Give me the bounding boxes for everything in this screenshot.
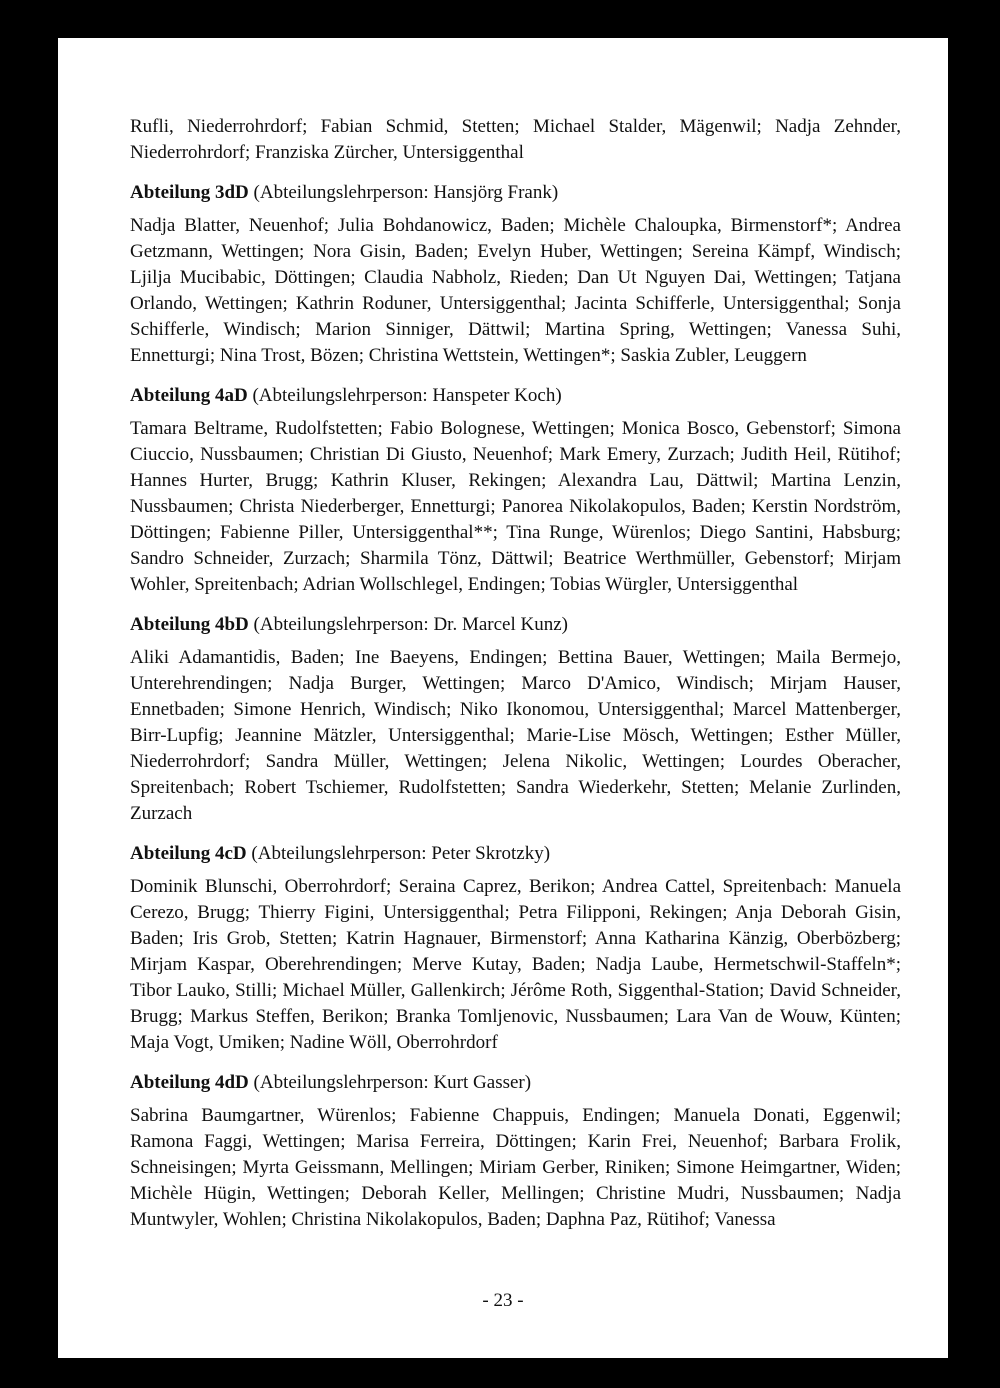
section-heading-3dD: [130, 180, 901, 206]
section-teacher: (Abteilungslehrperson: Dr. Marcel Kunz): [253, 614, 568, 635]
section-teacher: (Abteilungslehrperson: Peter Skrotzky): [251, 843, 551, 864]
section-teacher: (Abteilungslehrperson: Hansjörg Frank): [253, 182, 559, 203]
section-teacher: (Abteilungslehrperson: Kurt Gasser): [253, 1072, 532, 1093]
section-heading-4aD: [130, 383, 901, 409]
section-heading-4dD: [130, 1070, 901, 1096]
section-title: Abteilung 4aD: [130, 385, 248, 406]
section-teacher: (Abteilungslehrperson: Hanspeter Koch): [252, 385, 562, 406]
page-number: - 23 -: [482, 1290, 524, 1311]
section-title: Abteilung 4dD: [130, 1072, 249, 1093]
section-students-3dD: Nadja Blatter, Neuenhof; Julia Bohdanowicz, Baden; Michèle Chaloupka, Birmenstorf*; Andrea Getzmann, Wettingen; Nora Gisin, Baden; Evelyn Huber, Wettingen; Sereina Kämpf, Windisch; Ljilja Mucibabic, Döttingen; Claudia Nabholz, Rieden; Dan Ut Nguyen Dai, Wettingen; Tatjana Orlando, Wettingen; Kathrin Roduner, Untersiggenthal; Jacinta Schifferle, Untersiggenthal; Sonja Schifferle, Windisch; Marion Sinniger, Dättwil; Martina Spring, Wettingen; Vanessa Suhi, Ennetturgi; Nina Trost, Bözen; Christina Wettstein, Wettingen*; Saskia Zubler, Leuggern: [130, 215, 901, 366]
section-students-4cD: Dominik Blunschi, Oberrohrdorf; Seraina Caprez, Berikon; Andrea Cattel, Spreitenbach: Manuela Cerezo, Brugg; Thierry Figini, Untersiggenthal; Petra Filipponi, Rekingen; Anja Deborah Gisin, Baden; Iris Grob, Stetten; Katrin Hagnauer, Birmenstorf; Anna Katharina Känzig, Oberbözberg; Mirjam Kaspar, Oberehrendingen; Merve Kutay, Baden; Nadja Laube, Hermetschwil-Staffeln*; Tibor Lauko, Stilli; Michael Müller, Gallenkirch; Jérôme Roth, Siggenthal-Station; David Schneider, Brugg; Markus Steffen, Berikon; Branka Tomljenovic, Nussbaumen; Lara Van de Wouw, Künten; Maja Vogt, Umiken; Nadine Wöll, Oberrohrdorf: [130, 876, 901, 1053]
page-content: [130, 114, 901, 1247]
intro-paragraph: Rufli, Niederrohrdorf; Fabian Schmid, Stetten; Michael Stalder, Mägenwil; Nadja Zehnder, Niederrohrdorf; Franziska Zürcher, Untersiggenthal: [130, 116, 901, 163]
section-heading-4bD: [130, 612, 901, 638]
document-page: [58, 38, 948, 1358]
section-heading-4cD: [130, 841, 901, 867]
section-title: Abteilung 4cD: [130, 843, 247, 864]
section-title: Abteilung 4bD: [130, 614, 249, 635]
section-students-4dD: Sabrina Baumgartner, Würenlos; Fabienne Chappuis, Endingen; Manuela Donati, Eggenwil; Ramona Faggi, Wettingen; Marisa Ferreira, Döttingen; Karin Frei, Neuenhof; Barbara Frolik, Schneisingen; Myrta Geissmann, Mellingen; Miriam Gerber, Riniken; Simone Heimgartner, Widen; Michèle Hügin, Wettingen; Deborah Keller, Mellingen; Christine Mudri, Nussbaumen; Nadja Muntwyler, Wohlen; Christina Nikolakopulos, Baden; Daphna Paz, Rütihof; Vanessa: [130, 1105, 901, 1230]
section-title: Abteilung 3dD: [130, 182, 249, 203]
section-students-4bD: Aliki Adamantidis, Baden; Ine Baeyens, Endingen; Bettina Bauer, Wettingen; Maila Bermejo, Unterehrendingen; Nadja Burger, Wettingen; Marco D'Amico, Windisch; Mirjam Hauser, Ennetbaden; Simone Henrich, Windisch; Niko Ikonomou, Untersiggenthal; Marcel Mattenberger, Birr-Lupfig; Jeannine Mätzler, Untersiggenthal; Marie-Lise Mösch, Wettingen; Esther Müller, Niederrohrdorf; Sandra Müller, Wettingen; Jelena Nikolic, Wettingen; Lourdes Oberacher, Spreitenbach; Robert Tschiemer, Rudolfstetten; Sandra Wiederkehr, Stetten; Melanie Zurlinden, Zurzach: [130, 647, 901, 824]
section-students-4aD: Tamara Beltrame, Rudolfstetten; Fabio Bolognese, Wettingen; Monica Bosco, Gebenstorf; Simona Ciuccio, Nussbaumen; Christian Di Giusto, Neuenhof; Mark Emery, Zurzach; Judith Heil, Rütihof; Hannes Hurter, Brugg; Kathrin Kluser, Rekingen; Alexandra Lau, Dättwil; Martina Lenzin, Nussbaumen; Christa Niederberger, Ennetturgi; Panorea Nikolakopulos, Baden; Kerstin Nordström, Döttingen; Fabienne Piller, Untersiggenthal**; Tina Runge, Würenlos; Diego Santini, Habsburg; Sandro Schneider, Zurzach; Sharmila Tönz, Dättwil; Beatrice Werthmüller, Gebenstorf; Mirjam Wohler, Spreitenbach; Adrian Wollschlegel, Endingen; Tobias Würgler, Untersiggenthal: [130, 418, 901, 595]
